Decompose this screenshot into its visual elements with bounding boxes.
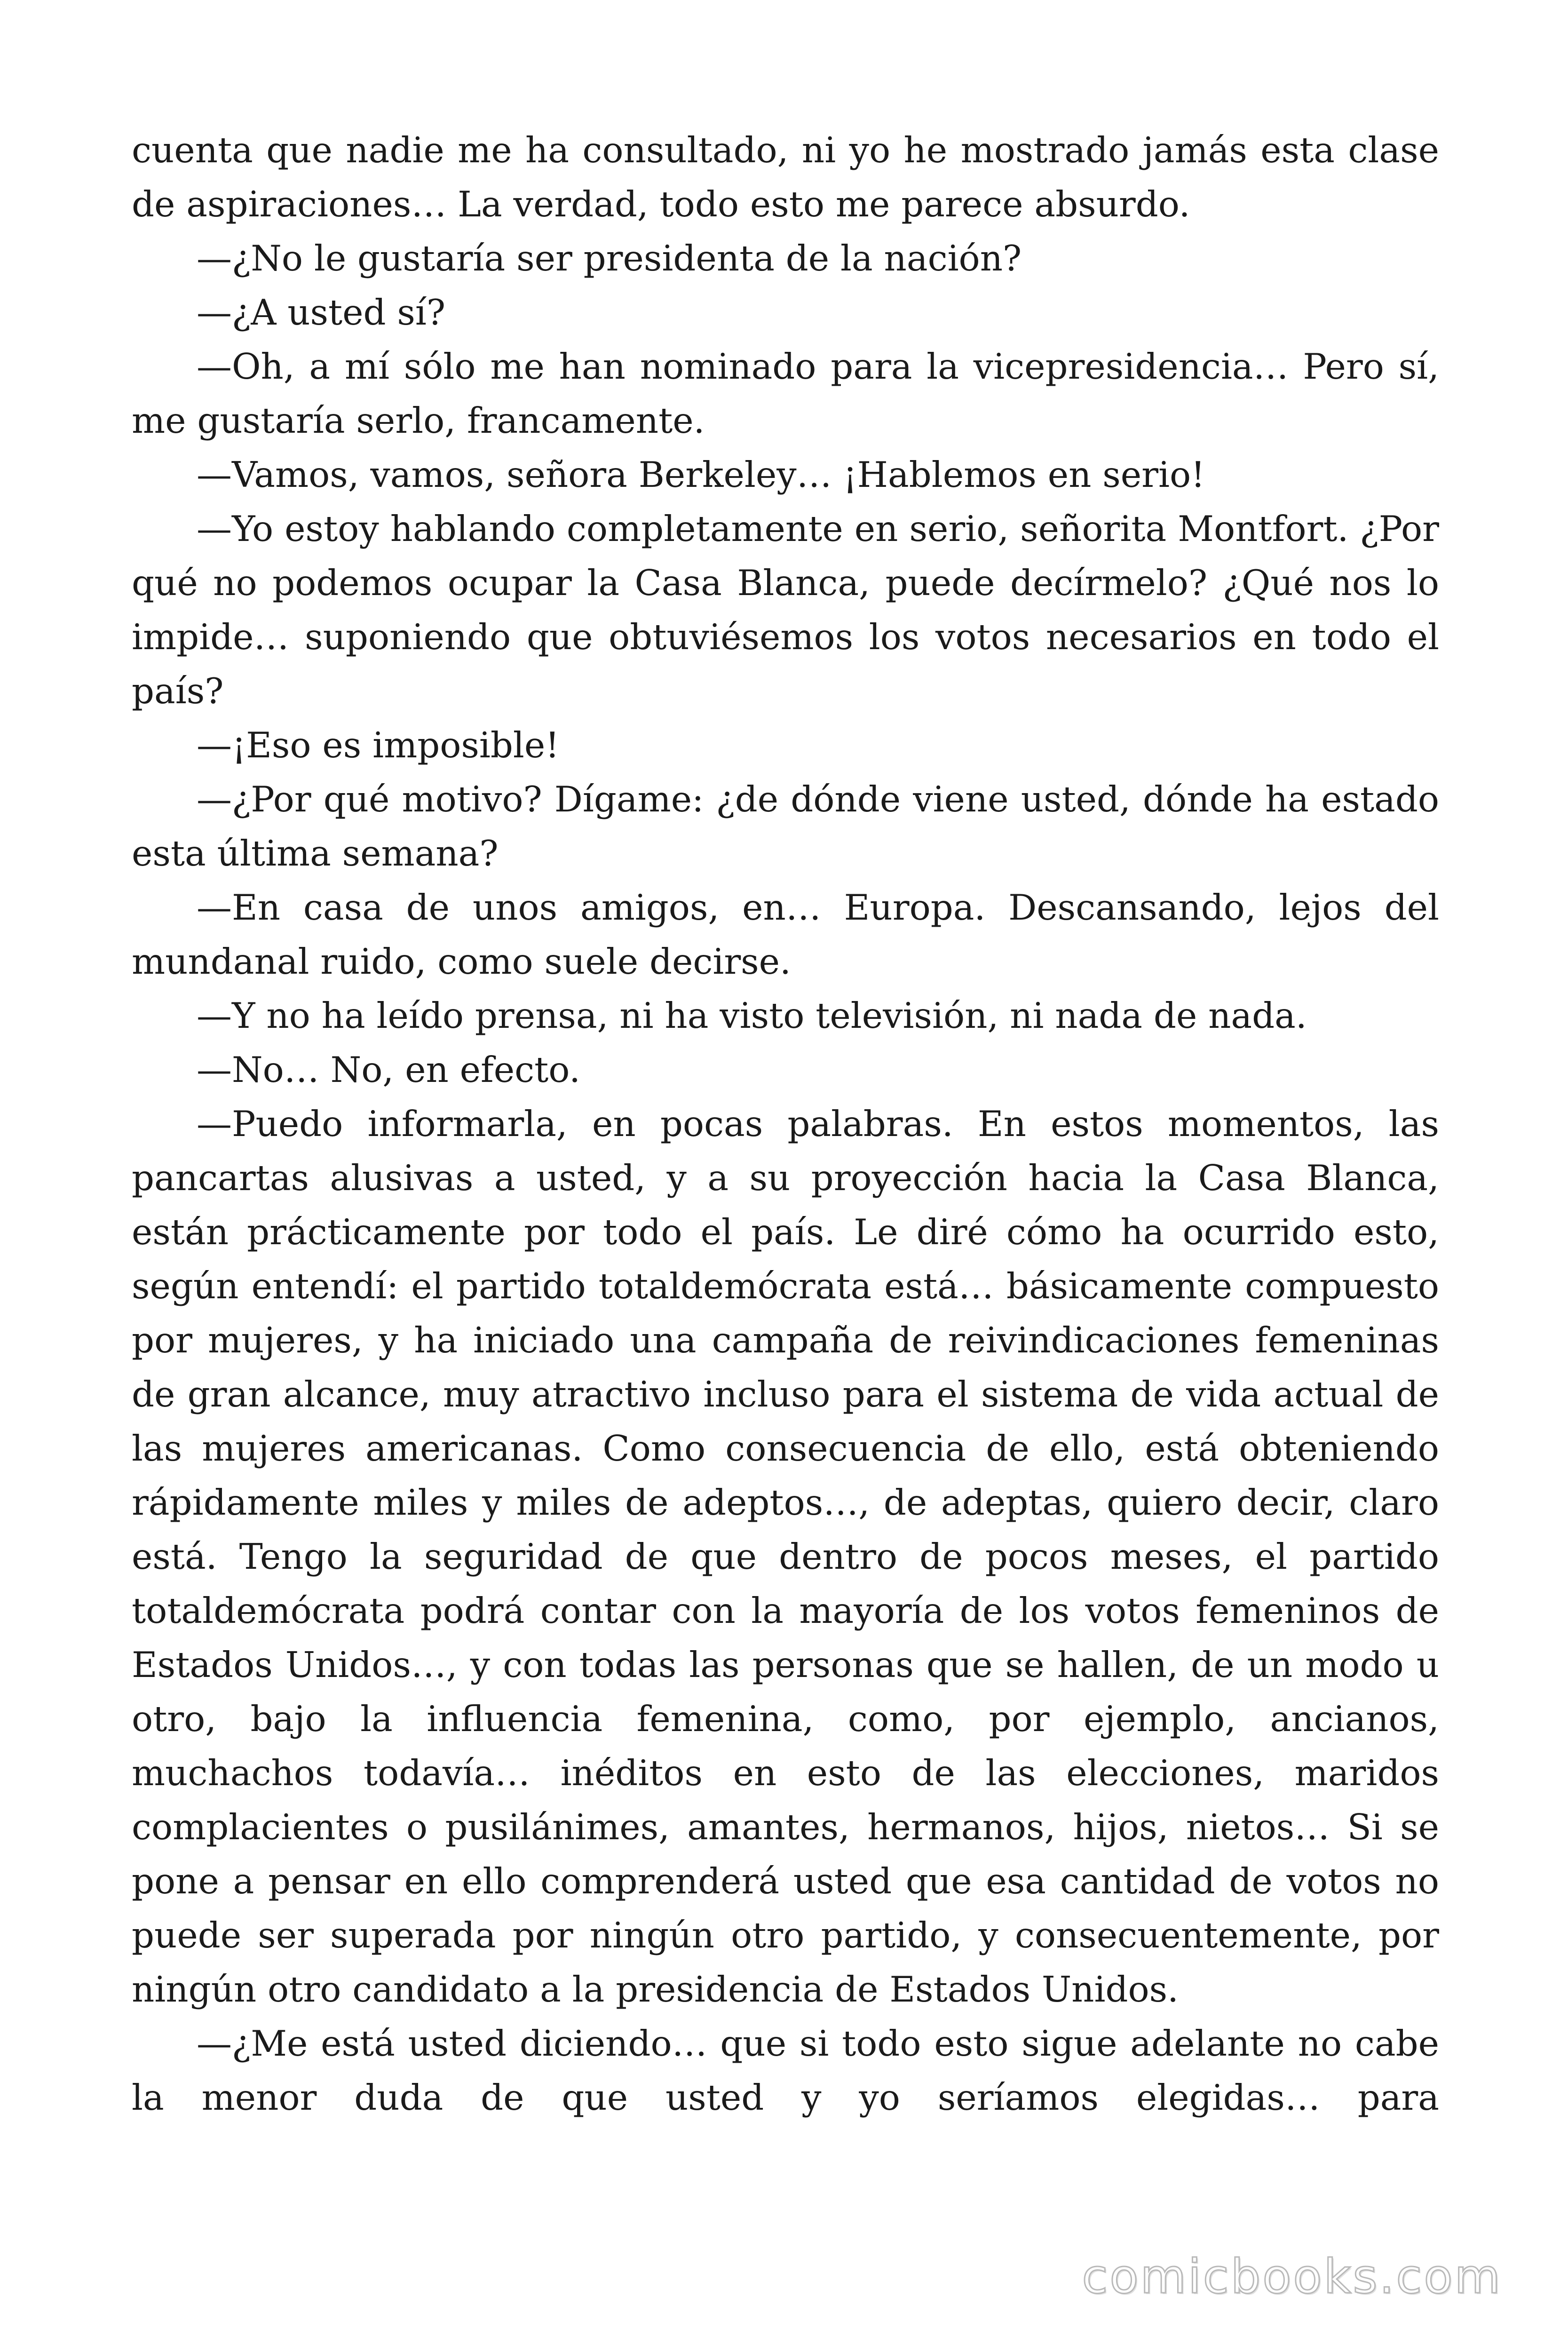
dialogue-line: —Oh, a mí sólo me han nominado para la vicepresidencia… Pero sí, me gustaría serlo, francamente. [132, 346, 1439, 441]
dialogue-line: —No… No, en efecto. [197, 1049, 580, 1090]
dialogue-line: —¿No le gustaría ser presidenta de la nación? [197, 238, 1022, 279]
dialogue-line: —Vamos, vamos, señora Berkeley… ¡Hablemos en serio! [197, 454, 1205, 495]
dialogue-line: —¿Por qué motivo? Dígame: ¿de dónde viene usted, dónde ha estado esta última semana? [132, 779, 1439, 874]
dialogue-line: —Puedo informarla, en pocas palabras. En estos momentos, las pancartas alusivas a usted, y a su proyección hacia la Casa Blanca, están prácticamente por todo el país. Le diré cómo ha ocurrido esto, según entendí: el partido totaldemócrata está… básicamente compuesto por mujeres, y ha iniciado una campaña de reivindicaciones femeninas de gran alcance, muy atractivo incluso para el sistema de vida actual de las mujeres americanas. Como consecuencia de ello, está obteniendo rápidamente miles y miles de adeptos…, de adeptas, quiero decir, claro está. Tengo la seguridad de que dentro de pocos meses, el partido totaldemócrata podrá contar con la mayoría de los votos femeninos de Estados Unidos…, y con todas las personas que se hallen, de un modo u otro, bajo la influencia femenina, como, por ejemplo, ancianos, muchachos todavía… inéditos en esto de las elecciones, maridos complacientes o pusilánimes, amantes, hermanos, hijos, nietos… Si se pone a pensar en ello comprenderá usted que esa cantidad de votos no puede ser superada por ningún otro partido, y consecuentemente, por ningún otro candidato a la presidencia de Estados Unidos. [132, 1103, 1439, 2010]
dialogue-line-continues: —¿Me está usted diciendo… que si todo esto sigue adelante no cabe la menor duda de que usted y yo seríamos elegidas… para [132, 2023, 1439, 2118]
dialogue-line: —¡Eso es imposible! [197, 724, 560, 766]
dialogue-line: —Yo estoy hablando completamente en serio, señorita Montfort. ¿Por qué no podemos ocupar la Casa Blanca, puede decírmelo? ¿Qué nos lo impide… suponiendo que obtuviésemos los votos necesarios en todo el país? [132, 508, 1439, 712]
dialogue-line: —¿A usted sí? [197, 292, 446, 333]
watermark: comicbooks.com [1082, 2249, 1502, 2304]
dialogue-line: —En casa de unos amigos, en… Europa. Descansando, lejos del mundanal ruido, como suele decirse. [132, 887, 1439, 982]
dialogue-line: —Y no ha leído prensa, ni ha visto televisión, ni nada de nada. [197, 995, 1307, 1036]
body-text [132, 123, 1439, 2125]
paragraph-continuation: cuenta que nadie me ha consultado, ni yo he mostrado jamás esta clase de aspiraciones… La verdad, todo esto me parece absurdo. [132, 129, 1439, 225]
